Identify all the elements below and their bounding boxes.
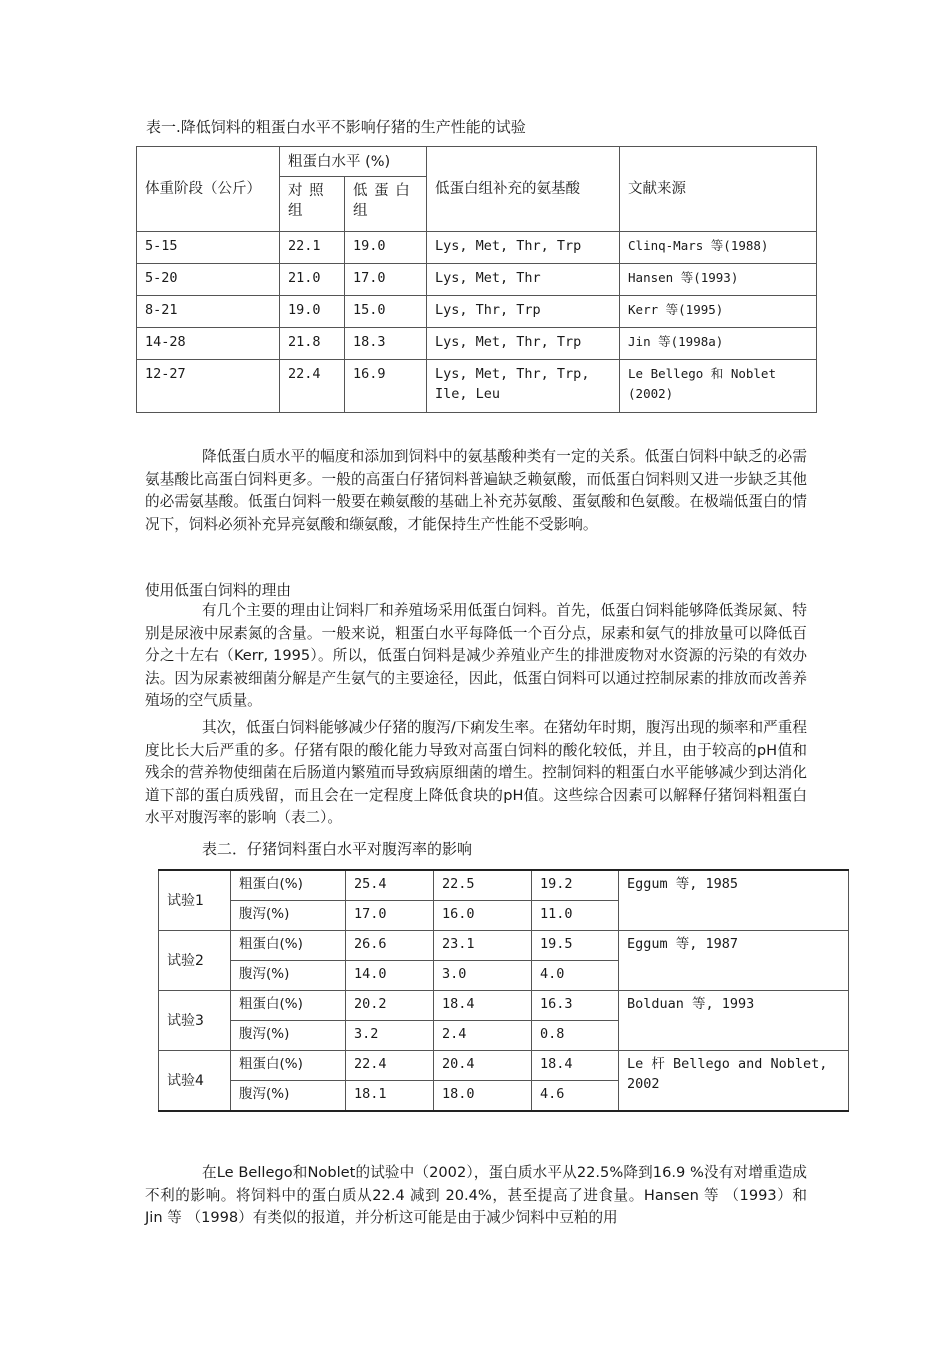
table-row: 试验3 粗蛋白(%) 20.2 18.4 16.3 Bolduan 等, 1993 xyxy=(159,991,849,1021)
table-row: 12-27 22.4 16.9 Lys, Met, Thr, Trp, Ile, Leu Le Bellego 和 Noblet (2002) xyxy=(137,360,817,413)
trial-label: 试验4 xyxy=(159,1051,231,1112)
table-row: 试验2 粗蛋白(%) 26.6 23.1 19.5 Eggum 等, 1987 xyxy=(159,931,849,961)
trial-reference: Eggum 等, 1987 xyxy=(619,931,849,991)
paragraph-1: 降低蛋白质水平的幅度和添加到饲料中的氨基酸种类有一定的关系。低蛋白饲料中缺乏的必需氨基酸比高蛋白饲料更多。一般的高蛋白仔猪饲料普遍缺乏赖氨酸，而低蛋白饲料则又进一步缺乏其他的必需氨基酸。低蛋白饲料一般要在赖氨酸的基础上补充苏氨酸、蛋氨酸和色氨酸。在极端低蛋白的情况下，饲料必须补充异亮氨酸和缬氨酸，才能保持生产性能不受影响。 xyxy=(145,448,807,533)
table-row: 5-15 22.1 19.0 Lys, Met, Thr, Trp Clinq-Mars 等(1988) xyxy=(137,232,817,264)
trial-reference: Eggum 等, 1985 xyxy=(619,870,849,931)
table-row: 5-20 21.0 17.0 Lys, Met, Thr Hansen 等(1993) xyxy=(137,264,817,296)
table-row: 试验4 粗蛋白(%) 22.4 20.4 18.4 Le 杆 Bellego and Noblet, 2002 xyxy=(159,1051,849,1081)
header-amino: 低蛋白组补充的氨基酸 xyxy=(427,147,620,232)
header-low: 低 蛋 白 组 xyxy=(345,177,427,232)
trial-label: 试验2 xyxy=(159,931,231,991)
trial-reference: Le 杆 Bellego and Noblet, 2002 xyxy=(619,1051,849,1112)
header-weight: 体重阶段（公斤） xyxy=(137,147,280,232)
paragraph-2: 有几个主要的理由让饲料厂和养殖场采用低蛋白饲料。首先，低蛋白饲料能够降低粪尿氮、特别是尿液中尿素氮的含量。一般来说，粗蛋白水平每降低一个百分点，尿素和氨气的排放量可以降低百分之十左右（Kerr, 1995）。所以，低蛋白饲料是减少养殖业产生的排泄废物对水资源的污染的有效办法。因为尿素被细菌分解是产生氨气的主要途径，因此，低蛋白饲料可以通过控制尿素的排放而改善养殖场的空气质量。 xyxy=(145,602,807,709)
table1 xyxy=(136,146,817,413)
section-heading: 使用低蛋白饲料的理由 xyxy=(145,582,291,599)
table1-caption: 表一.降低饲料的粗蛋白水平不影响仔猪的生产性能的试验 xyxy=(146,118,526,136)
table-row: 8-21 19.0 15.0 Lys, Thr, Trp Kerr 等(1995) xyxy=(137,296,817,328)
paragraph-3: 其次，低蛋白饲料能够减少仔猪的腹泻/下痢发生率。在猪幼年时期，腹泻出现的频率和严重程度比长大后严重的多。仔猪有限的酸化能力导致对高蛋白饲料的酸化较低，并且，由于较高的pH值和残余的营养物使细菌在后肠道内繁殖而导致病原细菌的增生。控制饲料的粗蛋白水平能够减少到达消化道下部的蛋白质残留，而且会在一定程度上降低食块的pH值。这些综合因素可以解释仔猪饲料粗蛋白水平对腹泻率的影响（表二）。 xyxy=(145,719,807,826)
header-cp: 粗蛋白水平 (%) xyxy=(280,147,427,177)
table-row: 腹泻(%) 17.0 16.0 11.0 xyxy=(159,901,849,931)
header-control: 对 照 组 xyxy=(280,177,345,232)
trial-label: 试验3 xyxy=(159,991,231,1051)
trial-reference: Bolduan 等, 1993 xyxy=(619,991,849,1051)
table-row: 腹泻(%) 18.1 18.0 4.6 xyxy=(159,1081,849,1112)
table2-caption: 表二．仔猪饲料蛋白水平对腹泻率的影响 xyxy=(202,840,473,858)
table2 xyxy=(158,869,849,1112)
trial-label: 试验1 xyxy=(159,870,231,931)
table-row: 腹泻(%) 14.0 3.0 4.0 xyxy=(159,961,849,991)
table-row: 腹泻(%) 3.2 2.4 0.8 xyxy=(159,1021,849,1051)
table-row: 试验1 粗蛋白(%) 25.4 22.5 19.2 Eggum 等, 1985 xyxy=(159,870,849,901)
paragraph-4: 在Le Bellego和Noblet的试验中（2002），蛋白质水平从22.5%降到16.9 %没有对增重造成不利的影响。将饲料中的蛋白质从22.4 减到 20.4%，甚至提高了进食量。Hansen 等 （1993）和 Jin 等 （1998）有类似的报道，并分析这可能是由于减少饲料中豆粕的用 xyxy=(145,1164,807,1226)
header-source: 文献来源 xyxy=(620,147,817,232)
table-row: 14-28 21.8 18.3 Lys, Met, Thr, Trp Jin 等(1998a) xyxy=(137,328,817,360)
